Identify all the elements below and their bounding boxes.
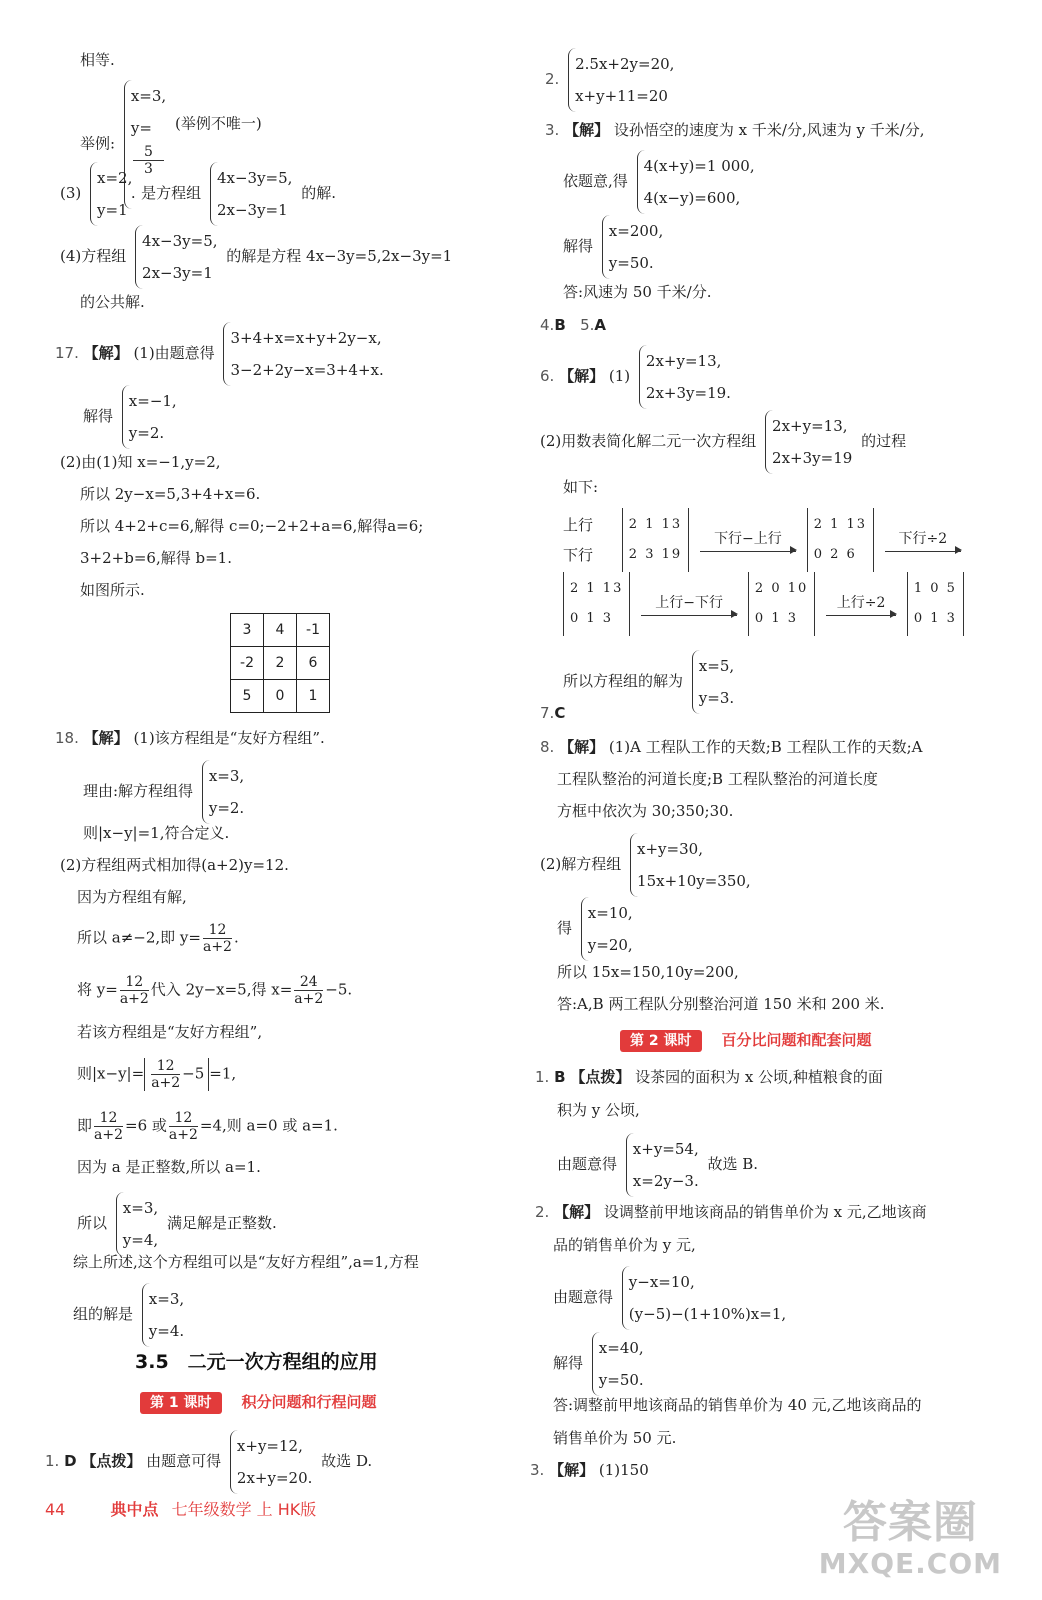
grid-cell: 4 bbox=[264, 614, 297, 647]
text-line: 答:A,B 两工程队分别整治河道 150 米和 200 米. bbox=[557, 995, 885, 1013]
solution-line: 理由:解方程组得 x=3, y=2. bbox=[83, 760, 248, 824]
solution-line: 解得 x=200, y=50. bbox=[563, 215, 667, 279]
equation-system: x=5, y=3. bbox=[692, 650, 734, 714]
equation-system: 2x+y=13, 2x+3y=19. bbox=[639, 345, 731, 409]
equation-system: 4x−3y=5, 2x−3y=1 bbox=[135, 225, 217, 289]
text-line: 则|x−y|=1,符合定义. bbox=[83, 824, 230, 842]
text-line: 积为 y 公顷, bbox=[557, 1101, 640, 1119]
text-line: (2)用数表简化解二元一次方程组 2x+y=13, 2x+3y=19 的过程 bbox=[540, 410, 906, 474]
fraction: $\frac{12}{a+2}$ bbox=[119, 974, 149, 1007]
operation-arrow: 上行−下行 bbox=[641, 593, 737, 616]
text-line: 综上所述,这个方程组可以是“友好方程组”,a=1,方程 bbox=[73, 1253, 419, 1271]
text-line: 由题意得 x+y=54, x=2y−3. 故选 B. bbox=[557, 1133, 758, 1197]
text-line: 方框中依次为 30;350;30. bbox=[557, 802, 734, 820]
grid-cell: 6 bbox=[297, 647, 330, 680]
matrix-row-1 bbox=[563, 508, 967, 572]
page-footer bbox=[45, 1497, 316, 1520]
text-line: (3) x=2, y=1 是方程组 4x−3y=5, 2x−3y=1 的解. bbox=[60, 162, 336, 226]
grid-cell: 5 bbox=[231, 680, 264, 713]
fraction: $\frac{12}{a+2}$ bbox=[168, 1110, 198, 1143]
answer-7: 7.C bbox=[540, 704, 566, 722]
text-line: 3+2+b=6,解得 b=1. bbox=[80, 549, 232, 567]
text-line: 如图所示. bbox=[80, 581, 145, 599]
equation-system: x=3, y=4. bbox=[142, 1283, 184, 1347]
equation-system: 2x+y=13, 2x+3y=19 bbox=[765, 410, 852, 474]
equation-system: 3+4+x=x+y+2y−x, 3−2+2y−x=3+4+x. bbox=[223, 322, 383, 386]
answer-6: 6. 【解】 (1) 2x+y=13, 2x+3y=19. bbox=[540, 345, 735, 409]
fraction: 5 3 bbox=[133, 144, 164, 177]
equation-system: 4(x+y)=1 000, 4(x−y)=600, bbox=[637, 150, 755, 214]
fraction: $\frac{12}{a+2}$ bbox=[151, 1058, 181, 1091]
right-column bbox=[530, 0, 1005, 1540]
text-line: 若该方程组是“友好方程组”, bbox=[77, 1023, 263, 1041]
lesson-header bbox=[140, 1392, 377, 1414]
text-line: 所以 4+2+c=6,解得 c=0;−2+2+a=6,解得a=6; bbox=[80, 517, 424, 535]
answer-8: 8. 【解】 (1)A 工程队工作的天数;B 工程队工作的天数;A bbox=[540, 738, 923, 756]
question-17: 17. 【解】 (1)由题意得 3+4+x=x+y+2y−x, 3−2+2y−x=3+4+x. bbox=[55, 322, 388, 386]
text-line: 所以 x=3, y=4, 满足解是正整数. bbox=[77, 1192, 277, 1256]
text-line: 组的解是 x=3, y=4. bbox=[73, 1283, 188, 1347]
label: 举例: bbox=[80, 134, 116, 153]
row-labels: 上行 下行 bbox=[563, 516, 594, 564]
solution-line: 所以方程组的解为 x=5, y=3. bbox=[563, 650, 738, 714]
text-line: 品的销售单价为 y 元, bbox=[553, 1236, 696, 1254]
equation-system: x=40, y=50. bbox=[592, 1332, 644, 1396]
text-line: (4)方程组 4x−3y=5, 2x−3y=1 的解是方程 4x−3y=5,2x−3y=1 bbox=[60, 225, 452, 289]
equation-system: 2.5x+2y=20, x+y+11=20 bbox=[568, 48, 674, 112]
note: (举例不唯一) bbox=[174, 114, 262, 133]
fraction: $\frac{24}{a+2}$ bbox=[294, 974, 324, 1007]
lesson2-answer-1: 1. B 【点拨】 设茶园的面积为 x 公顷,种植粮食的面 bbox=[535, 1068, 883, 1086]
text-line: (2)方程组两式相加得(a+2)y=12. bbox=[60, 856, 289, 874]
grid-cell: -2 bbox=[231, 647, 264, 680]
text-line: 因为方程组有解, bbox=[77, 888, 187, 906]
grid-cell: 2 bbox=[264, 647, 297, 680]
equation-system: x+y=30, 15x+10y=350, bbox=[630, 833, 751, 897]
equation-system: y−x=10, (y−5)−(1+10%)x=1, bbox=[622, 1266, 786, 1330]
text-line: 即 $\frac{12}{a+2}$ =6 或 $\frac{12}{a+2}$ =4,则 a=0 或 a=1. bbox=[77, 1110, 338, 1143]
text-line: (2)解方程组 x+y=30, 15x+10y=350, bbox=[540, 833, 755, 897]
matrix: 2 1 13 0 2 6 bbox=[807, 508, 874, 572]
answer-3: 3. 【解】 设孙悟空的速度为 x 千米/分,风速为 y 千米/分, bbox=[545, 121, 925, 139]
left-column bbox=[45, 0, 525, 1540]
fraction: $\frac{12}{a+2}$ bbox=[202, 922, 232, 955]
grid-cell: 1 bbox=[297, 680, 330, 713]
equation-system: x=3, y=4, bbox=[116, 1192, 158, 1256]
question-18: 18. 【解】 (1)该方程组是“友好方程组”. bbox=[55, 729, 325, 747]
answer-1: 1. D 【点拨】 由题意可得 x+y=12, 2x+y=20. 故选 D. bbox=[45, 1430, 372, 1494]
text-line: 相等. bbox=[80, 51, 115, 69]
text-line: 所以 15x=150,10y=200, bbox=[557, 963, 739, 981]
matrix-row-2 bbox=[563, 572, 964, 636]
matrix: 2 0 10 0 1 3 bbox=[748, 572, 815, 636]
text-line: 如下: bbox=[563, 478, 599, 496]
equation-system: x=200, y=50. bbox=[602, 215, 663, 279]
text-line: 所以 2y−x=5,3+4+x=6. bbox=[80, 485, 261, 503]
matrix: 1 0 5 0 1 3 bbox=[907, 572, 964, 636]
lesson-title: 百分比问题和配套问题 bbox=[721, 1031, 872, 1049]
brand-logo: 典中点 bbox=[110, 1500, 159, 1519]
text-line: 答:调整前甲地该商品的销售单价为 40 元,乙地该商品的 bbox=[553, 1396, 922, 1414]
operation-arrow: 上行÷2 bbox=[826, 593, 896, 616]
equation-system: x=2, y=1 bbox=[90, 162, 132, 226]
text-line: 的公共解. bbox=[80, 293, 145, 311]
equation-system: x+y=12, 2x+y=20. bbox=[230, 1430, 312, 1494]
answer-4-5: 4.B 5.A bbox=[540, 316, 606, 334]
solution-line: 解得 x=40, y=50. bbox=[553, 1332, 648, 1396]
text-line: 工程队整治的河道长度;B 工程队整治的河道长度 bbox=[557, 770, 878, 788]
lesson-badge: 第 2 课时 bbox=[620, 1030, 702, 1052]
fraction: $\frac{12}{a+2}$ bbox=[94, 1110, 123, 1143]
answer-2: 2. 2.5x+2y=20, x+y+11=20 bbox=[545, 48, 678, 112]
equation-system: x=3, y=2. bbox=[202, 760, 244, 824]
text-line: 将 y= $\frac{12}{a+2}$ 代入 2y−x=5,得 x= $\frac{24}{a+2}$ −5. bbox=[77, 974, 353, 1007]
equation-system: x=−1, y=2. bbox=[122, 385, 177, 449]
text-line: 依题意,得 4(x+y)=1 000, 4(x−y)=600, bbox=[563, 150, 759, 214]
text-line: 因为 a 是正整数,所以 a=1. bbox=[77, 1158, 261, 1176]
grid-cell: -1 bbox=[297, 614, 330, 647]
magic-square bbox=[230, 613, 330, 713]
lesson-badge: 第 1 课时 bbox=[140, 1392, 222, 1414]
grid-cell: 3 bbox=[231, 614, 264, 647]
lesson-header bbox=[620, 1030, 872, 1052]
operation-arrow: 下行÷2 bbox=[885, 529, 961, 552]
lesson2-answer-3: 3. 【解】 (1)150 bbox=[530, 1461, 649, 1479]
watermark-logo: 答案圈 bbox=[842, 1497, 978, 1548]
text-line: (2)由(1)知 x=−1,y=2, bbox=[60, 453, 221, 471]
absolute-value: $\frac{12}{a+2}$ −5 bbox=[144, 1058, 209, 1091]
text-line: 由题意得 y−x=10, (y−5)−(1+10%)x=1, bbox=[553, 1266, 790, 1330]
solution-line: 解得 x=−1, y=2. bbox=[83, 385, 181, 449]
text-line: 所以 a≠−2,即 y= $\frac{12}{a+2}$ . bbox=[77, 922, 239, 955]
equation: y= 5 3 . bbox=[131, 112, 166, 209]
book-title: 七年级数学 上 HK版 bbox=[171, 1500, 317, 1519]
watermark-url: MXQE.COM bbox=[818, 1547, 1002, 1580]
grid-cell: 0 bbox=[264, 680, 297, 713]
operation-arrow: 下行−上行 bbox=[700, 529, 796, 552]
solution-line: 得 x=10, y=20, bbox=[557, 897, 637, 961]
lesson2-answer-2: 2. 【解】 设调整前甲地该商品的销售单价为 x 元,乙地该商 bbox=[535, 1203, 927, 1221]
watermark bbox=[819, 1499, 1002, 1580]
matrix: 2 1 13 0 1 3 bbox=[563, 572, 630, 636]
section-title: 3.5 二元一次方程组的应用 bbox=[135, 1351, 378, 1373]
matrix: 2 1 13 2 3 19 bbox=[622, 508, 689, 572]
page-number: 44 bbox=[45, 1500, 66, 1519]
equation: x=3, bbox=[130, 87, 167, 105]
equation-system: x+y=54, x=2y−3. bbox=[626, 1133, 699, 1197]
equation-system: x=10, y=20, bbox=[581, 897, 633, 961]
text-line: 答:风速为 50 千米/分. bbox=[563, 283, 712, 301]
text-line: 销售单价为 50 元. bbox=[553, 1429, 677, 1447]
lesson-title: 积分问题和行程问题 bbox=[241, 1393, 377, 1411]
text-line: 则|x−y|= $\frac{12}{a+2}$ −5 =1, bbox=[77, 1058, 237, 1091]
equation-system: 4x−3y=5, 2x−3y=1 bbox=[210, 162, 292, 226]
